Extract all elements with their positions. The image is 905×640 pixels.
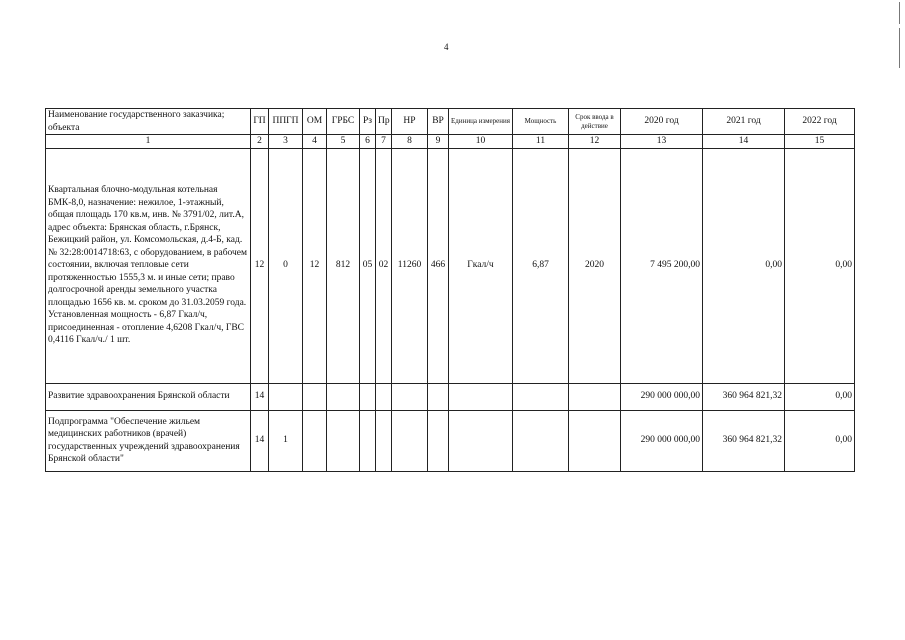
- rz-cell: 05: [360, 148, 376, 383]
- column-number: 6: [360, 135, 376, 149]
- amount-2021-cell: 360 964 821,32: [703, 383, 785, 410]
- column-number: 2: [251, 135, 269, 149]
- om-cell: [303, 383, 327, 410]
- power-cell: [513, 410, 569, 471]
- vr-cell: [428, 383, 449, 410]
- col-header-ppgp: ППГП: [269, 109, 303, 135]
- gp-cell: 14: [251, 410, 269, 471]
- column-number: 5: [327, 135, 360, 149]
- column-number: 1: [46, 135, 251, 149]
- ppgp-cell: [269, 383, 303, 410]
- column-number: 10: [449, 135, 513, 149]
- object-name-cell: Квартальная блочно-модульная котельная БМК-8,0, назначение: нежилое, 1-этажный, общая площадь 170 кв.м, инв. № 3791/02, лит.А, адрес объекта: Брянская область, г.Брянск, Бежицкий район, ул. Комсомольская, д.4-Б, кад. № 32:28:0014718:63, с оборудованием, в рабочем состоянии, включая тепловые сети протяженностью 1555,3 м. и иные сети; право долгосрочной аренды земельного участка площадью 1656 кв. м. сроком до 31.03.2059 года. Установленная мощность - 6,87 Гкал/ч, присоединенная - отопление 4,6208 Гкал/ч, ГВС 0,4116 Гкал/ч./ 1 шт.: [46, 148, 251, 383]
- grbs-cell: [327, 410, 360, 471]
- rz-cell: [360, 383, 376, 410]
- object-name-cell: Подпрограмма "Обеспечение жильем медицинских работников (врачей) государственных учреждений здравоохранения Брянской области": [46, 410, 251, 471]
- col-header-unit: Единица измерения: [449, 109, 513, 135]
- unit-cell: [449, 410, 513, 471]
- column-number: 13: [621, 135, 703, 149]
- column-number: 15: [785, 135, 855, 149]
- col-header-rz: Рз: [360, 109, 376, 135]
- col-header-2020: 2020 год: [621, 109, 703, 135]
- page-number: 4: [444, 42, 449, 52]
- column-number: 14: [703, 135, 785, 149]
- scan-edge-mark: [899, 2, 900, 24]
- ppgp-cell: 0: [269, 148, 303, 383]
- ppgp-cell: 1: [269, 410, 303, 471]
- term-cell: 2020: [569, 148, 621, 383]
- term-cell: [569, 410, 621, 471]
- amount-2020-cell: 290 000 000,00: [621, 383, 703, 410]
- power-cell: [513, 383, 569, 410]
- amount-2022-cell: 0,00: [785, 148, 855, 383]
- nr-cell: [392, 410, 428, 471]
- nr-cell: 11260: [392, 148, 428, 383]
- col-header-2022: 2022 год: [785, 109, 855, 135]
- col-header-grbs: ГРБС: [327, 109, 360, 135]
- amount-2020-cell: 7 495 200,00: [621, 148, 703, 383]
- col-header-2021: 2021 год: [703, 109, 785, 135]
- unit-cell: [449, 383, 513, 410]
- header-row: [46, 109, 855, 135]
- col-header-vr: ВР: [428, 109, 449, 135]
- amount-2022-cell: 0,00: [785, 410, 855, 471]
- amount-2022-cell: 0,00: [785, 383, 855, 410]
- col-header-nr: НР: [392, 109, 428, 135]
- col-header-pr: Пр: [376, 109, 392, 135]
- scan-edge-mark: [899, 28, 900, 68]
- column-number: 4: [303, 135, 327, 149]
- table-row: [46, 383, 855, 410]
- nr-cell: [392, 383, 428, 410]
- pr-cell: [376, 383, 392, 410]
- rz-cell: [360, 410, 376, 471]
- pr-cell: [376, 410, 392, 471]
- vr-cell: [428, 410, 449, 471]
- amount-2021-cell: 360 964 821,32: [703, 410, 785, 471]
- amount-2021-cell: 0,00: [703, 148, 785, 383]
- om-cell: 12: [303, 148, 327, 383]
- column-number: 12: [569, 135, 621, 149]
- column-number: 9: [428, 135, 449, 149]
- amount-2020-cell: 290 000 000,00: [621, 410, 703, 471]
- column-number: 11: [513, 135, 569, 149]
- grbs-cell: 812: [327, 148, 360, 383]
- grbs-cell: [327, 383, 360, 410]
- column-number: 7: [376, 135, 392, 149]
- column-number-row: [46, 135, 855, 149]
- col-header-gp: ГП: [251, 109, 269, 135]
- gp-cell: 12: [251, 148, 269, 383]
- col-header-power: Мощность: [513, 109, 569, 135]
- pr-cell: 02: [376, 148, 392, 383]
- term-cell: [569, 383, 621, 410]
- column-number: 3: [269, 135, 303, 149]
- col-header-term: Срок ввода в действие: [569, 109, 621, 135]
- column-number: 8: [392, 135, 428, 149]
- col-header-om: ОМ: [303, 109, 327, 135]
- power-cell: 6,87: [513, 148, 569, 383]
- program-table: [45, 108, 855, 472]
- unit-cell: Гкал/ч: [449, 148, 513, 383]
- gp-cell: 14: [251, 383, 269, 410]
- col-header-name: Наименование государственного заказчика; объекта: [46, 109, 251, 135]
- object-name-cell: Развитие здравоохранения Брянской области: [46, 383, 251, 410]
- table-row: [46, 410, 855, 471]
- om-cell: [303, 410, 327, 471]
- vr-cell: 466: [428, 148, 449, 383]
- table-row: [46, 148, 855, 383]
